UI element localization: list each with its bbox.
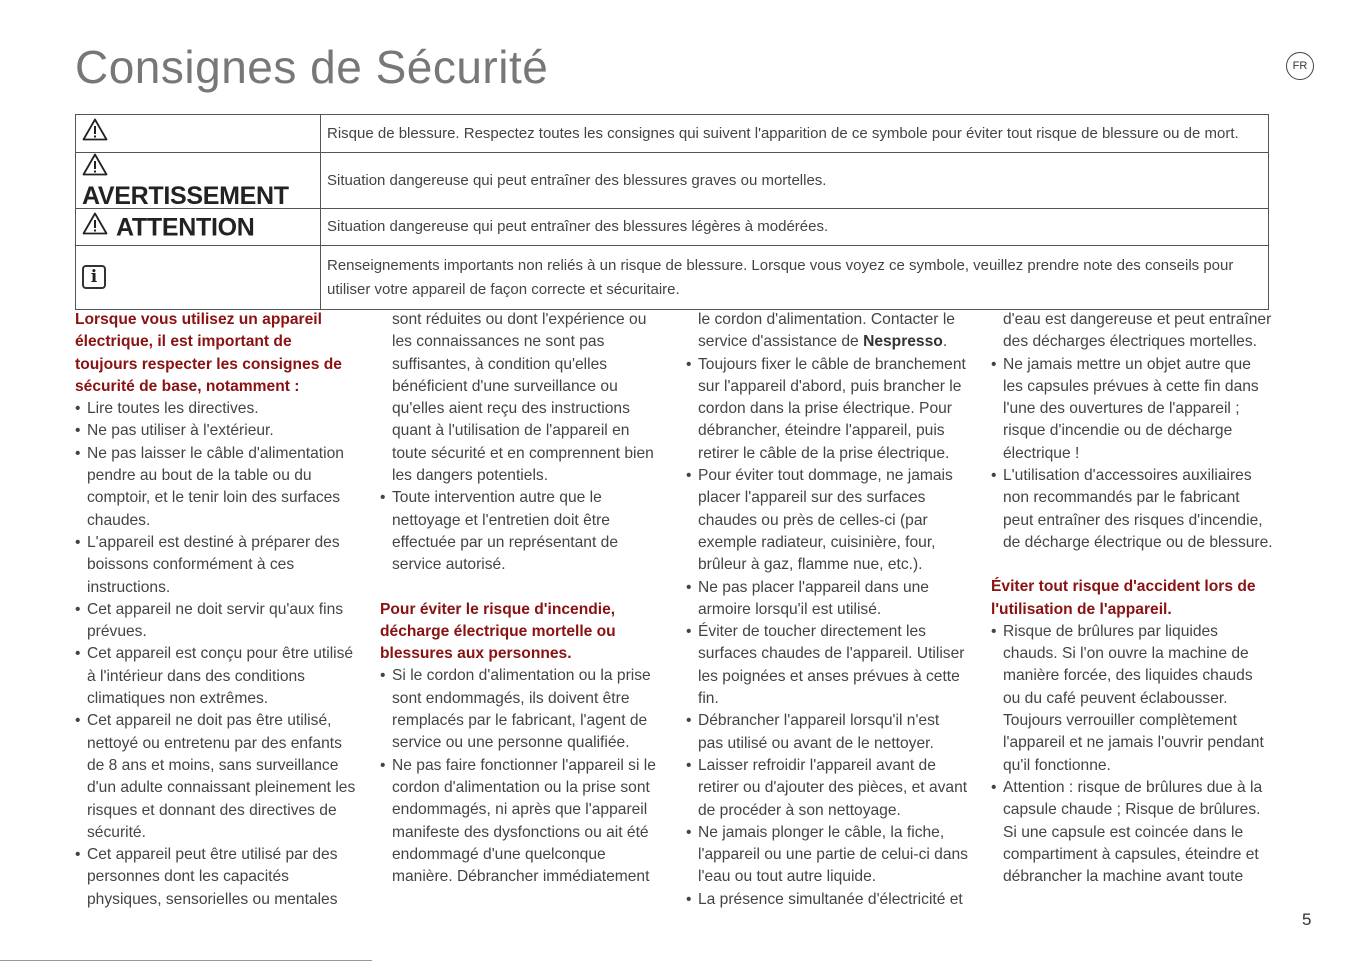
section-heading: Pour éviter le risque d'incendie, décharge électrique mortelle ou blessures aux personnes. xyxy=(380,600,616,663)
warning-label: AVERTISSEMENT xyxy=(82,182,289,211)
instruction-list xyxy=(380,665,662,888)
column-4 xyxy=(991,309,1273,888)
list-item: • Ne pas laisser le câble d'alimentation pendre au bout de la table ou du comptoir, et le tenir loin des surfaces chaudes. xyxy=(75,443,357,532)
legend-row-info xyxy=(76,246,1269,310)
instruction-list xyxy=(686,354,968,911)
column-3 xyxy=(686,309,968,911)
list-item: • Éviter de toucher directement les surfaces chaudes de l'appareil. Utiliser les poignées et anses prévues à cette fin. xyxy=(686,621,968,710)
safety-symbol-legend xyxy=(75,114,1269,310)
page-number: 5 xyxy=(1302,910,1312,929)
list-item: • Ne jamais plonger le câble, la fiche, l'appareil ou une partie de celui-ci dans l'eau ou tout autre liquide. xyxy=(686,822,968,889)
continued-text-post: . xyxy=(942,333,948,351)
legend-symbol-cell xyxy=(76,209,321,246)
list-item: • Toujours fixer le câble de branchement sur l'appareil d'abord, puis brancher le cordon dans la prise électrique. Pour débrancher, éteindre l'appareil, puis retirer le câble de la prise électrique. xyxy=(686,354,968,465)
caution-label: ATTENTION xyxy=(116,213,255,242)
page-title: Consignes de Sécurité xyxy=(75,41,549,93)
list-item: • Lire toutes les directives. xyxy=(75,398,357,420)
list-item: • Attention : risque de brûlures due à la capsule chaude ; Risque de brûlures. Si une capsule est coincée dans le compartiment à capsules, éteindre et débrancher la machine avant toute xyxy=(991,777,1273,888)
list-item: • Débrancher l'appareil lorsqu'il n'est pas utilisé ou avant de le nettoyer. xyxy=(686,710,968,755)
continued-text: sont réduites ou dont l'expérience ou les connaissances ne sont pas suffisantes, à condition qu'elles bénéficient d'une surveillance ou qu'elles aient reçu des instructions quant à l'utilisation de l'appareil en toute sécurité et en comprennent bien les dangers potentiels. xyxy=(392,311,654,485)
warning-triangle-icon xyxy=(82,212,108,243)
list-item: • Risque de brûlures par liquides chauds. Si l'on ouvre la machine de manière forcée, des liquides chauds ou du café peuvent éclabousser. Toujours verrouiller complètement l'appareil et ne jamais l'ouvrir pendant qu'il fonctionne. xyxy=(991,621,1273,777)
list-item: • Cet appareil peut être utilisé par des personnes dont les capacités physiques, sensorielles ou mentales xyxy=(75,844,357,911)
list-item: • Toute intervention autre que le nettoyage et l'entretien doit être effectuée par un représentant de service autorisé. xyxy=(380,487,662,576)
legend-symbol-cell xyxy=(76,115,321,153)
list-item: • L'appareil est destiné à préparer des boissons conformément à ces instructions. xyxy=(75,532,357,599)
list-item: • Ne jamais mettre un objet autre que les capsules prévues à cette fin dans l'une des ouvertures de l'appareil ; risque d'incendie ou de décharge électrique ! xyxy=(991,354,1273,465)
warning-triangle-icon xyxy=(82,118,108,149)
list-item: • Cet appareil ne doit pas être utilisé, nettoyé ou entretenu par des enfants de 8 ans et moins, sans surveillance d'un adulte connaissant pleinement les risques et donnant des directives de sécurité. xyxy=(75,710,357,844)
legend-row-caution xyxy=(76,209,1269,246)
list-item: • Cet appareil est conçu pour être utilisé à l'intérieur dans des conditions climatiques non extrêmes. xyxy=(75,643,357,710)
instruction-list xyxy=(75,398,357,911)
list-item: • Ne pas faire fonctionner l'appareil si le cordon d'alimentation ou la prise sont endommagés, ni après que l'appareil manifeste des dysfonctions ou ait été endommagé d'une quelconque manière. Débrancher immédiatement xyxy=(380,755,662,889)
continued-text: d'eau est dangereuse et peut entraîner des décharges électriques mortelles. xyxy=(1003,311,1272,351)
instruction-list xyxy=(991,621,1273,889)
section-intro: Lorsque vous utilisez un appareil électrique, il est important de toujours respecter les consignes de sécurité de base, notamment : xyxy=(75,311,342,395)
legend-text: Renseignements importants non reliés à un risque de blessure. Lorsque vous voyez ce symbole, veuillez prendre note des conseils pour utiliser votre appareil de façon correcte et sécuritaire. xyxy=(321,246,1269,310)
warning-triangle-icon xyxy=(82,153,108,184)
list-item: • Ne pas placer l'appareil dans une armoire lorsqu'il est utilisé. xyxy=(686,577,968,622)
legend-text: Situation dangereuse qui peut entraîner des blessures graves ou mortelles. xyxy=(321,153,1269,209)
continued-text xyxy=(686,309,968,354)
list-item: • Pour éviter tout dommage, ne jamais placer l'appareil sur des surfaces chaudes ou près de celles-ci (par exemple radiateur, cuisinière, four, brûleur à gaz, flamme nue, etc.). xyxy=(686,465,968,576)
list-item: • La présence simultanée d'électricité et xyxy=(686,889,968,911)
legend-symbol-cell xyxy=(76,153,321,209)
list-item: • Ne pas utiliser à l'extérieur. xyxy=(75,420,357,442)
continued-text-pre: le cordon d'alimentation. Contacter le service d'assistance de xyxy=(698,311,955,351)
column-2 xyxy=(380,309,662,888)
column-1 xyxy=(75,309,357,911)
section-heading: Éviter tout risque d'accident lors de l'utilisation de l'appareil. xyxy=(991,578,1256,618)
list-item: • Cet appareil ne doit servir qu'aux fins prévues. xyxy=(75,599,357,644)
info-icon: i xyxy=(82,265,106,289)
legend-text: Situation dangereuse qui peut entraîner des blessures légères à modérées. xyxy=(321,209,1269,246)
list-item: • L'utilisation d'accessoires auxiliaires non recommandés par le fabricant peut entraîner des risques d'incendie, de décharge électrique ou de blessure. xyxy=(991,465,1273,554)
instruction-list xyxy=(380,487,662,576)
list-item: • Laisser refroidir l'appareil avant de retirer ou d'ajouter des pièces, et avant de procéder à son nettoyage. xyxy=(686,755,968,822)
list-item: • Si le cordon d'alimentation ou la prise sont endommagés, ils doivent être remplacés par le fabricant, l'agent de service ou une personne qualifiée. xyxy=(380,665,662,754)
divider xyxy=(0,960,372,961)
instruction-list xyxy=(991,354,1273,555)
language-badge: FR xyxy=(1286,52,1314,80)
legend-symbol-cell xyxy=(76,246,321,310)
legend-row-danger xyxy=(76,115,1269,153)
legend-text: Risque de blessure. Respectez toutes les consignes qui suivent l'apparition de ce symbole pour éviter tout risque de blessure ou de mort. xyxy=(321,115,1269,153)
legend-row-warning xyxy=(76,153,1269,209)
brand-name: Nespresso xyxy=(863,333,943,351)
